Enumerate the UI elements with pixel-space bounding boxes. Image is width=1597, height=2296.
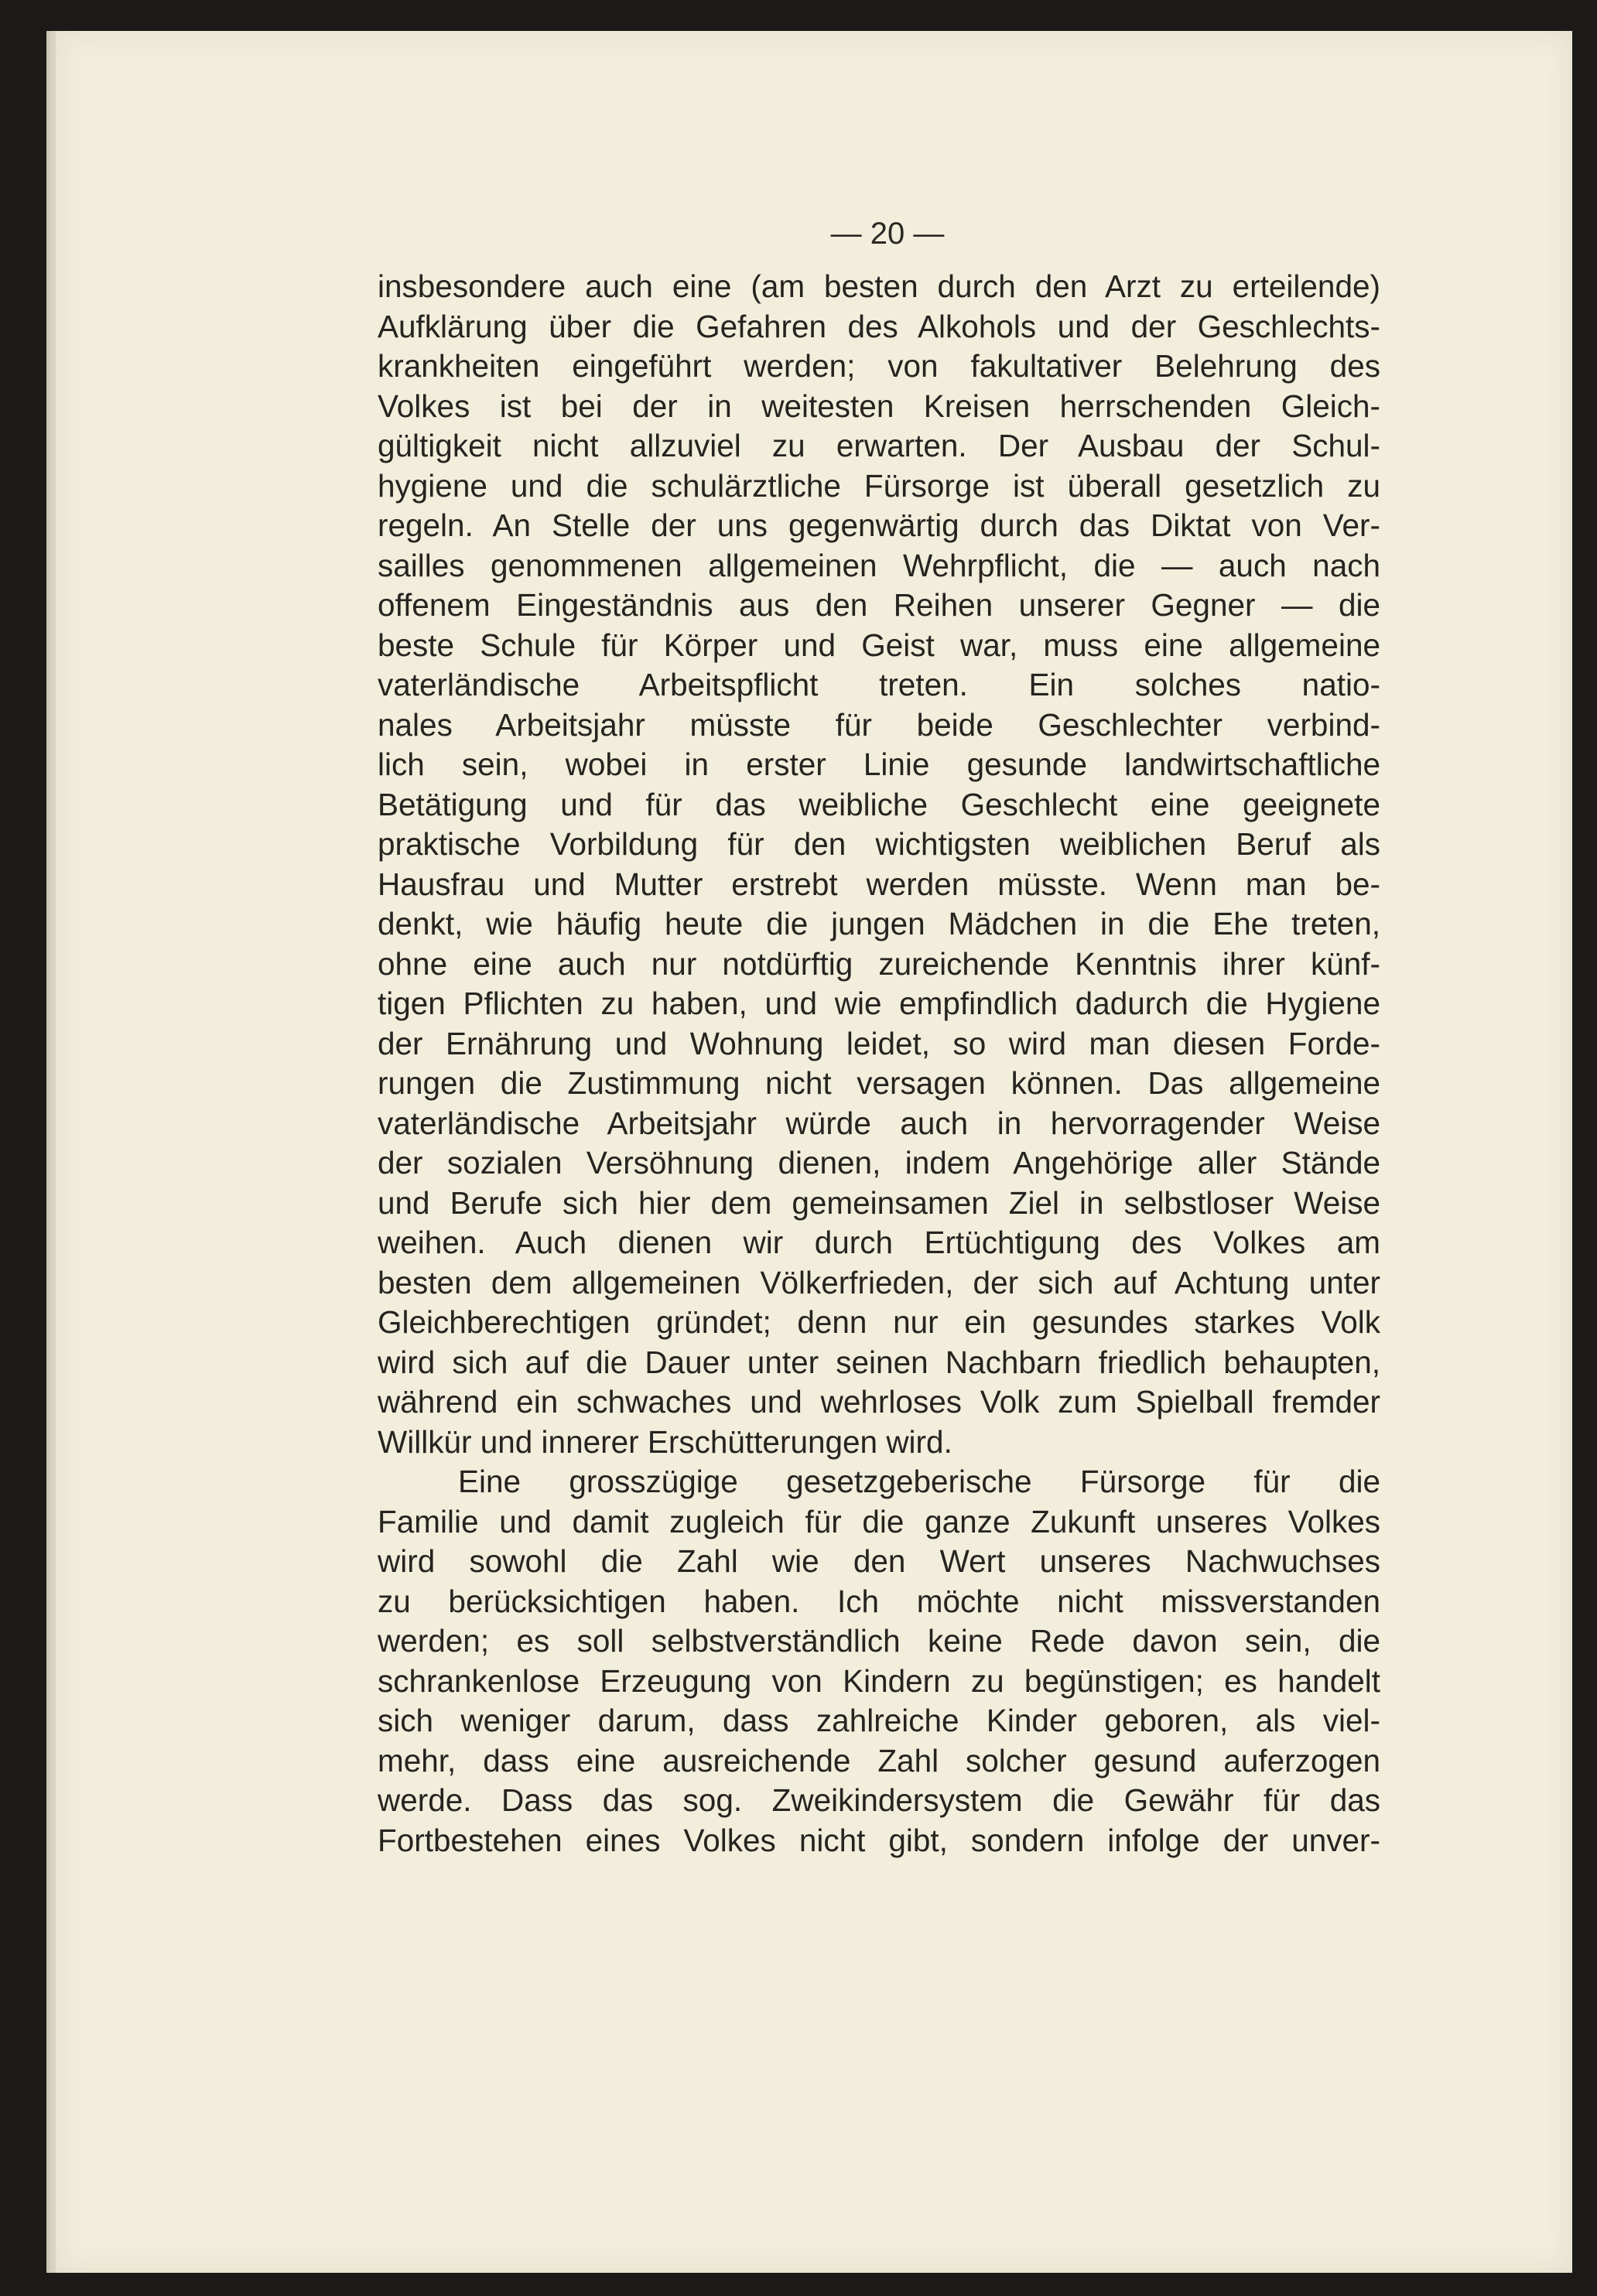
text-line: zu berücksichtigen haben. Ich möchte nicht missverstanden	[378, 1583, 1380, 1619]
text-line: Gleichberechtigen gründet; denn nur ein gesundes starkes Volk	[378, 1304, 1380, 1340]
text-line: der sozialen Versöhnung dienen, indem Angehörige aller Stände	[378, 1145, 1380, 1180]
text-line: weihen. Auch dienen wir durch Ertüchtigung des Volkes am	[378, 1225, 1380, 1260]
text-line: nales Arbeitsjahr müsste für beide Geschlechter verbind-	[378, 706, 1380, 743]
text-line: rungen die Zustimmung nicht versagen können. Das allgemeine	[378, 1065, 1380, 1101]
text-line: insbesondere auch eine (am besten durch den Arzt zu erteilende)	[378, 268, 1380, 304]
text-line: beste Schule für Körper und Geist war, muss eine allgemeine	[378, 627, 1380, 663]
text-line: vaterländische Arbeitspflicht treten. Ein solches natio-	[378, 667, 1380, 702]
text-line: Aufklärung über die Gefahren des Alkohols und der Geschlechts-	[378, 308, 1380, 344]
body-text	[378, 267, 1380, 1860]
text-line: und Berufe sich hier dem gemeinsamen Ziel in selbstloser Weise	[378, 1184, 1380, 1221]
text-line: der Ernährung und Wohnung leidet, so wird man diesen Forde-	[378, 1025, 1380, 1061]
text-line: hygiene und die schulärztliche Fürsorge ist überall gesetzlich zu	[378, 467, 1380, 504]
text-line: krankheiten eingeführt werden; von fakultativer Belehrung des	[378, 348, 1380, 384]
paragraph-start-line: Eine grosszügige gesetzgeberische Fürsorge für die	[458, 1464, 1380, 1499]
text-line: praktische Vorbildung für den wichtigsten weiblichen Beruf als	[378, 826, 1380, 862]
text-line: werde. Dass das sog. Zweikindersystem die Gewähr für das	[378, 1782, 1380, 1818]
text-line: Familie und damit zugleich für die ganze Zukunft unseres Volkes	[378, 1503, 1380, 1539]
text-line: lich sein, wobei in erster Linie gesunde landwirtschaftliche	[378, 747, 1380, 782]
text-line: vaterländische Arbeitsjahr würde auch in hervorragender Weise	[378, 1105, 1380, 1141]
text-line: offenem Eingeständnis aus den Reihen unserer Gegner — die	[378, 587, 1380, 623]
text-line: denkt, wie häufig heute die jungen Mädchen in die Ehe treten,	[378, 906, 1380, 941]
text-line: mehr, dass eine ausreichende Zahl solcher gesund auferzogen	[378, 1742, 1380, 1778]
text-line: besten dem allgemeinen Völkerfrieden, der sich auf Achtung unter	[378, 1264, 1380, 1300]
page-number: — 20 —	[830, 217, 945, 251]
text-line: wird sich auf die Dauer unter seinen Nachbarn friedlich behaupten,	[378, 1344, 1380, 1380]
text-line: sich weniger darum, dass zahlreiche Kinder geboren, als viel-	[378, 1703, 1380, 1738]
text-line: Volkes ist bei der in weitesten Kreisen herrschenden Gleich-	[378, 388, 1380, 424]
text-line: ohne eine auch nur notdürftig zureichende Kenntnis ihrer künf-	[378, 945, 1380, 982]
text-line: Fortbestehen eines Volkes nicht gibt, sondern infolge der unver-	[378, 1822, 1380, 1858]
text-line: werden; es soll selbstverständlich keine Rede davon sein, die	[378, 1623, 1380, 1659]
text-line: schrankenlose Erzeugung von Kindern zu begünstigen; es handelt	[378, 1662, 1380, 1699]
text-line: wird sowohl die Zahl wie den Wert unseres Nachwuchses	[378, 1543, 1380, 1579]
text-line: sailles genommenen allgemeinen Wehrpflicht, die — auch nach	[378, 547, 1380, 583]
text-line: regeln. An Stelle der uns gegenwärtig durch das Diktat von Ver-	[378, 507, 1380, 543]
text-line: gültigkeit nicht allzuviel zu erwarten. Der Ausbau der Schul-	[378, 428, 1380, 463]
text-line: Hausfrau und Mutter erstrebt werden müsste. Wenn man be-	[378, 866, 1380, 902]
text-line: Betätigung und für das weibliche Geschlecht eine geeignete	[378, 786, 1380, 822]
paragraph-end-line: Willkür und innerer Erschütterungen wird.	[378, 1423, 952, 1460]
text-line: während ein schwaches und wehrloses Volk zum Spielball fremder	[378, 1384, 1380, 1420]
text-line: tigen Pflichten zu haben, und wie empfindlich dadurch die Hygiene	[378, 986, 1380, 1021]
